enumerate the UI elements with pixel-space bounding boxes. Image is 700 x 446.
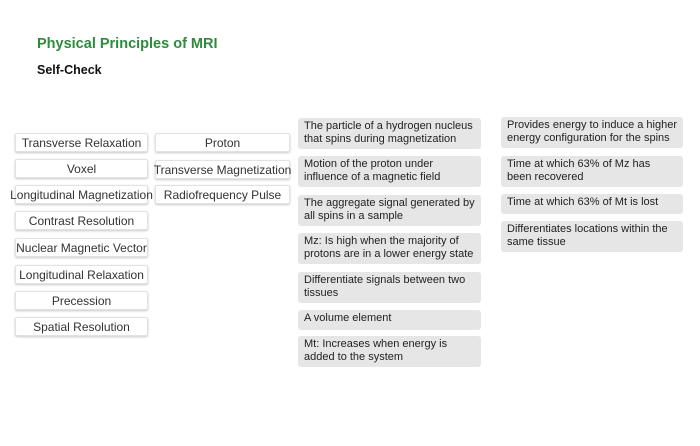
definition-text: The particle of a hydrogen nucleus that spins during magnetization xyxy=(304,120,473,145)
definition-text: A volume element xyxy=(304,312,392,324)
definition-text: Mt: Increases when energy is added to the system xyxy=(304,338,448,363)
definition-box[interactable] xyxy=(298,156,481,187)
definition-box[interactable] xyxy=(298,310,481,330)
term-longitudinal-relaxation[interactable]: Longitudinal Relaxation xyxy=(15,265,148,284)
definition-box[interactable] xyxy=(298,336,481,367)
term-contrast-resolution[interactable]: Contrast Resolution xyxy=(15,211,148,230)
term-proton[interactable]: Proton xyxy=(155,133,290,152)
definition-text: Time at which 63% of Mt is lost xyxy=(507,196,659,208)
definition-text: The aggregate signal generated by all spins in a sample xyxy=(304,197,475,222)
definition-text: Time at which 63% of Mz has been recovered xyxy=(507,158,651,183)
term-longitudinal-magnetization[interactable]: Longitudinal Magnetization xyxy=(15,185,148,204)
definition-box[interactable] xyxy=(501,156,683,187)
term-transverse-relaxation[interactable]: Transverse Relaxation xyxy=(15,133,148,152)
definition-text: Mz: Is high when the majority of protons are in a lower energy state xyxy=(304,235,474,260)
term-nuclear-magnetic-vector[interactable]: Nuclear Magnetic Vector xyxy=(15,238,148,257)
definition-text: Differentiate signals between two tissues xyxy=(304,274,466,299)
definition-box[interactable] xyxy=(501,221,683,252)
term-spatial-resolution[interactable]: Spatial Resolution xyxy=(15,317,148,336)
definition-text: Provides energy to induce a higher energy configuration for the spins xyxy=(507,119,677,144)
definition-text: Motion of the proton under influence of a magnetic field xyxy=(304,158,441,183)
definition-box[interactable] xyxy=(298,272,481,303)
term-radiofrequency-pulse[interactable]: Radiofrequency Pulse xyxy=(155,185,290,204)
term-voxel[interactable]: Voxel xyxy=(15,159,148,178)
page-subtitle: Self-Check xyxy=(37,63,102,77)
term-transverse-magnetization[interactable]: Transverse Magnetization xyxy=(155,160,290,179)
definition-box[interactable] xyxy=(298,233,481,264)
term-precession[interactable]: Precession xyxy=(15,291,148,310)
definition-box[interactable] xyxy=(298,195,481,226)
definition-text: Differentiates locations within the same tissue xyxy=(507,223,668,248)
page-title: Physical Principles of MRI xyxy=(37,36,218,52)
definition-box[interactable] xyxy=(298,118,481,149)
definition-box[interactable] xyxy=(501,194,683,214)
definition-box[interactable] xyxy=(501,117,683,148)
